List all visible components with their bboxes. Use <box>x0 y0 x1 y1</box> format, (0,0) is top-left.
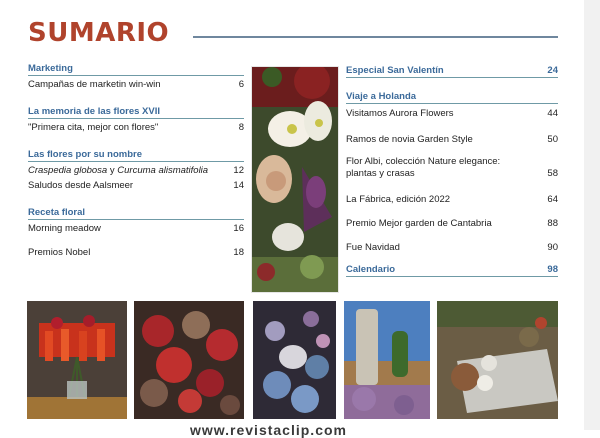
section-marketing <box>28 62 244 91</box>
page-number: 64 <box>547 194 558 205</box>
toc-left-column <box>28 62 244 259</box>
section-heading[interactable]: Receta floral <box>28 206 244 220</box>
center-floral-photo <box>251 66 339 293</box>
page-number: 58 <box>547 168 558 179</box>
section-viaje-holanda <box>346 90 558 254</box>
page-number: 50 <box>547 134 558 145</box>
section-receta-floral <box>28 206 244 259</box>
page-title: SUMARIO <box>28 18 170 48</box>
page-number: 18 <box>233 247 244 258</box>
toc-entry[interactable]: Craspedia globosa y Curcuma alismatifolia 12 <box>28 165 244 176</box>
title-rule <box>193 36 558 38</box>
toc-entry[interactable]: Flor Albi, colección Nature elegance: plantas y crasas 58 <box>346 156 558 179</box>
installation-photo <box>437 301 558 419</box>
garden-field-photo <box>344 301 430 419</box>
toc-right-column <box>346 62 558 277</box>
section-san-valentin <box>346 64 558 78</box>
toc-entry[interactable]: Ramos de novia Garden Style 50 <box>346 134 558 145</box>
toc-entry[interactable]: Visitamos Aurora Flowers 44 <box>346 108 558 119</box>
page-number: 16 <box>233 223 244 234</box>
toc-entry[interactable]: Premio Mejor garden de Cantabria 88 <box>346 218 558 229</box>
toc-entry[interactable]: Saludos desde Aalsmeer 14 <box>28 180 244 191</box>
toc-entry[interactable]: "Primera cita, mejor con flores" 8 <box>28 122 244 133</box>
section-heading[interactable]: Marketing <box>28 62 244 76</box>
page-number: 98 <box>547 264 558 275</box>
page-edge <box>584 0 600 430</box>
section-heading[interactable]: Las flores por su nombre <box>28 148 244 162</box>
toc-entry[interactable]: La Fábrica, edición 2022 64 <box>346 194 558 205</box>
section-heading[interactable]: Calendario 98 <box>346 264 558 275</box>
toc-entry[interactable]: Morning meadow 16 <box>28 223 244 234</box>
page-number: 90 <box>547 242 558 253</box>
toc-entry[interactable]: Fue Navidad 90 <box>346 242 558 253</box>
page-number: 8 <box>238 122 244 133</box>
toc-entry[interactable]: Campañas de marketin win-win 6 <box>28 79 244 90</box>
toc-entry[interactable]: Premios Nobel 18 <box>28 247 244 258</box>
footer-url[interactable]: www.revistaclip.com <box>190 422 347 438</box>
blue-purple-bouquet-photo <box>253 301 336 419</box>
section-calendario <box>346 263 558 277</box>
page-number: 6 <box>238 79 244 90</box>
section-heading[interactable]: La memoria de las flores XVII <box>28 105 244 119</box>
page-number: 24 <box>547 65 558 76</box>
page-number: 88 <box>547 218 558 229</box>
section-heading[interactable]: Especial San Valentín 24 <box>346 65 558 76</box>
page-number: 44 <box>547 108 558 119</box>
red-flowers-arrangement-photo <box>134 301 244 419</box>
section-memoria <box>28 105 244 134</box>
section-heading[interactable]: Viaje a Holanda <box>346 90 558 104</box>
page-number: 14 <box>233 180 244 191</box>
page-number: 12 <box>233 165 244 176</box>
section-flores-nombre <box>28 148 244 192</box>
red-tulip-vase-photo <box>27 301 127 419</box>
